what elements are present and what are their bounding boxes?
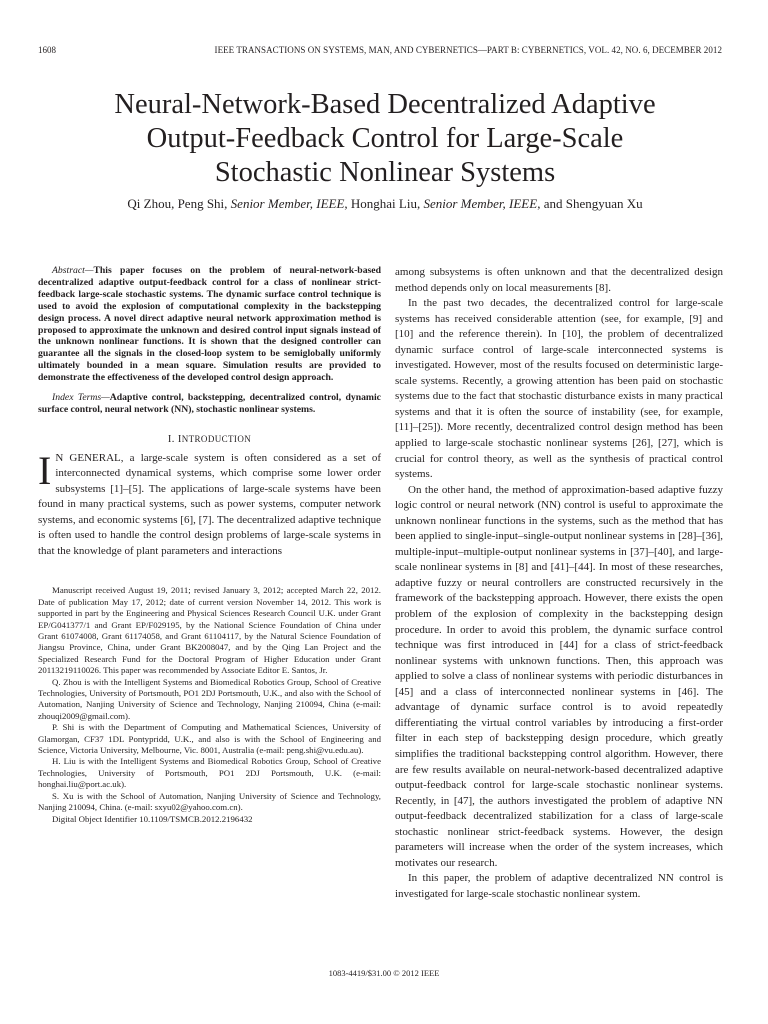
footnote-affiliation-zhou: Q. Zhou is with the Intelligent Systems and Biomedical Robotics Group, School of Creative Technologies, University of Portsmouth, PO1 2DJ Portsmouth, U.K., and also with the School of Automation, Nanjing University of Science and Technology, Nanjing 210094, China (e-mail: zhouqi2009@gmail.com). [38, 676, 381, 721]
footnote-doi: Digital Object Identifier 10.1109/TSMCB.2012.2196432 [52, 813, 253, 824]
copyright-line: 1083-4419/$31.00 © 2012 IEEE [328, 968, 440, 978]
footnote-affiliation-liu: H. Liu is with the Intelligent Systems and Biomedical Robotics Group, School of Creative Technologies, University of Portsmouth, PO1 2DJ Portsmouth, U.K. (e-mail: honghai.liu@port.ac.uk). [38, 756, 381, 790]
footnotes [38, 585, 381, 825]
footnote-affiliation-xu: S. Xu is with the School of Automation, Nanjing University of Science and Technology, Nanjing 210094, China. (e-mail: sxyu02@yahoo.com.cn). [38, 790, 381, 813]
section-title-rest: NTRODUCTION [181, 433, 252, 444]
index-terms-lead: Index Terms— [52, 392, 110, 404]
title-line-3: Stochastic Nonlinear Systems [214, 157, 556, 188]
author-line [40, 196, 730, 212]
left-column [38, 265, 381, 825]
right-column [395, 265, 723, 902]
running-head: IEEE TRANSACTIONS ON SYSTEMS, MAN, AND CYBERNETICS—PART B: CYBERNETICS, VOL. 42, NO. 6, DECEMBER 2012 [214, 45, 722, 55]
footnote-affiliation-shi: P. Shi is with the Department of Computing and Mathematical Sciences, University of Glamorgan, CF37 1DL Pontypridd, U.K., and also is with the School of Engineering and Science, Victoria University, Melbourne, Vic. 8001, Australia (e-mail: peng.shi@vu.edu.au). [38, 722, 381, 756]
page-number: 1608 [38, 45, 56, 55]
author-role-1: Senior Member, IEEE [230, 196, 345, 211]
section-heading-introduction [38, 434, 381, 445]
intro-paragraph [38, 447, 381, 560]
section-title-initial: I [177, 433, 182, 445]
body-paragraph-2: In the past two decades, the decentralized control for large-scale systems has received considerable attention (see, for example, [9] and [10] and the reference therein). In [10], the problem of decentralized dynamic surface control of large-scale interconnected systems is investigated. However, most of the results focused on deterministic large-scale systems. Recently, a growing attention has been paid on stochastic systems due to the fact that stochastic disturbance exists in many practical systems and that it is often the source of instability (see, for example, [11]–[25]). More recently, decentralized control design method has been applied to large-scale stochastic nonlinear systems [26], [27], which is crucial for control theory, as well as the synthesis of practical control systems. [395, 297, 723, 481]
author-names-3: , and Shengyuan Xu [537, 196, 643, 211]
index-terms [38, 392, 381, 416]
author-names-2: , Honghai Liu, [344, 196, 424, 211]
body-paragraph-3: On the other hand, the method of approximation-based adaptive fuzzy logic control or neural network (NN) control is useful to approximate the unknown nonlinear functions in the systems, such as the method that has been applied to single-input–single-output nonlinear systems in [28]–[36], multiple-input–multiple-output nonlinear systems in [37]–[40], and large-scale nonlinear systems in [8] and [41]–[44]. In most of these researches, adaptive fuzzy or neural controllers are constructed recursively in the framework of the backstepping approach. However, there exists the open problem of the explosion of complexity in the backstepping design procedure. In order to avoid this problem, the dynamic surface control technique was first introduced in [44] for a class of strict-feedback nonlinear systems with unknown functions. Then, this approach was applied to solve a class of nonlinear systems with periodic disturbances in [45] and a class of interconnected nonlinear systems in [46]. The advantage of dynamic surface control is to avoid repeatedly differentiating the virtual control variables by introducing a first-order filter in each step of backstepping design procedure, which greatly simplifies the traditional backstepping control algorithm. However, there are few results available on neural-network-based decentralized adaptive output-feedback control for large-scale stochastic nonlinear systems. Recently, in [47], the authors investigated the problem of adaptive NN output-feedback decentralized stabilization for a class of large-scale stochastic nonlinear strict-feedback systems. However, the design parameters will increase when the order of the system increases, which motivates our research. [395, 483, 723, 869]
section-number: I. [167, 433, 178, 445]
drop-cap: I [38, 447, 52, 493]
author-names-1: Qi Zhou, Peng Shi, [127, 196, 231, 211]
abstract-text: This paper focuses on the problem of neural-network-based decentralized adaptive output-feedback control for a class of nonlinear strict-feedback large-scale stochastic systems. The dynamic surface control technique is used to avoid the explosion of computational complexity in the backstepping design process. A novel direct adaptive neural network approximation method is proposed to approximate the unknown and desired control input signals instead of the unknown nonlinear functions. It is shown that the designed controller can guarantee all the signals in the closed-loop system to be semiglobally uniformly ultimately bounded in a mean square. Simulation results are provided to demonstrate the effectiveness of the developed control design approach. [38, 265, 381, 384]
body-paragraph-4: In this paper, the problem of adaptive decentralized NN control is investigated for large-scale stochastic nonlinear system. [395, 872, 723, 900]
author-role-2: Senior Member, IEEE [423, 196, 538, 211]
body-paragraph-1: among subsystems is often unknown and that the decentralized design method depends only on local measurements [8]. [395, 266, 723, 294]
footnote-manuscript: Manuscript received August 19, 2011; revised January 3, 2012; accepted March 22, 2012. Date of publication May 17, 2012; date of current version November 14, 2012. This work is supported in part by the Engineering and Physical Sciences Research Council U.K. under Grant EP/G041377/1 and Grant EP/F029195, by the National Science Foundation of China under Grant 61074008, Grant 61174058, and Grant 61104117, by the Natural Science Foundation of Jiangsu Province, China, under Grant BK2008047, and by the Qing Lan Project and the Specialized Research Fund for the Doctoral Program of Higher Education under Grant 20113219110026. This paper was recommended by Associate Editor E. Santos, Jr. [38, 585, 381, 676]
index-terms-text: Adaptive control, backstepping, decentralized control, dynamic surface control, neural network (NN), stochastic nonlinear systems. [38, 392, 381, 415]
abstract-lead: Abstract— [52, 265, 94, 276]
paper-title [40, 88, 730, 190]
title-line-1: Neural-Network-Based Decentralized Adaptive [114, 89, 656, 120]
intro-text: N GENERAL, a large-scale system is often considered as a set of interconnected dynamical systems, which comprise some lower order subsystems [1]–[5]. The applications of large-scale systems have been found in many practical systems, such as power systems, computer network systems, and economic systems [6], [7]. The decentralized adaptive technique is often used to handle the control design problems of large-scale systems in that the knowledge of plant parameters and interactions [38, 451, 381, 557]
abstract [38, 265, 381, 384]
title-line-2: Output-Feedback Control for Large-Scale [146, 123, 624, 154]
